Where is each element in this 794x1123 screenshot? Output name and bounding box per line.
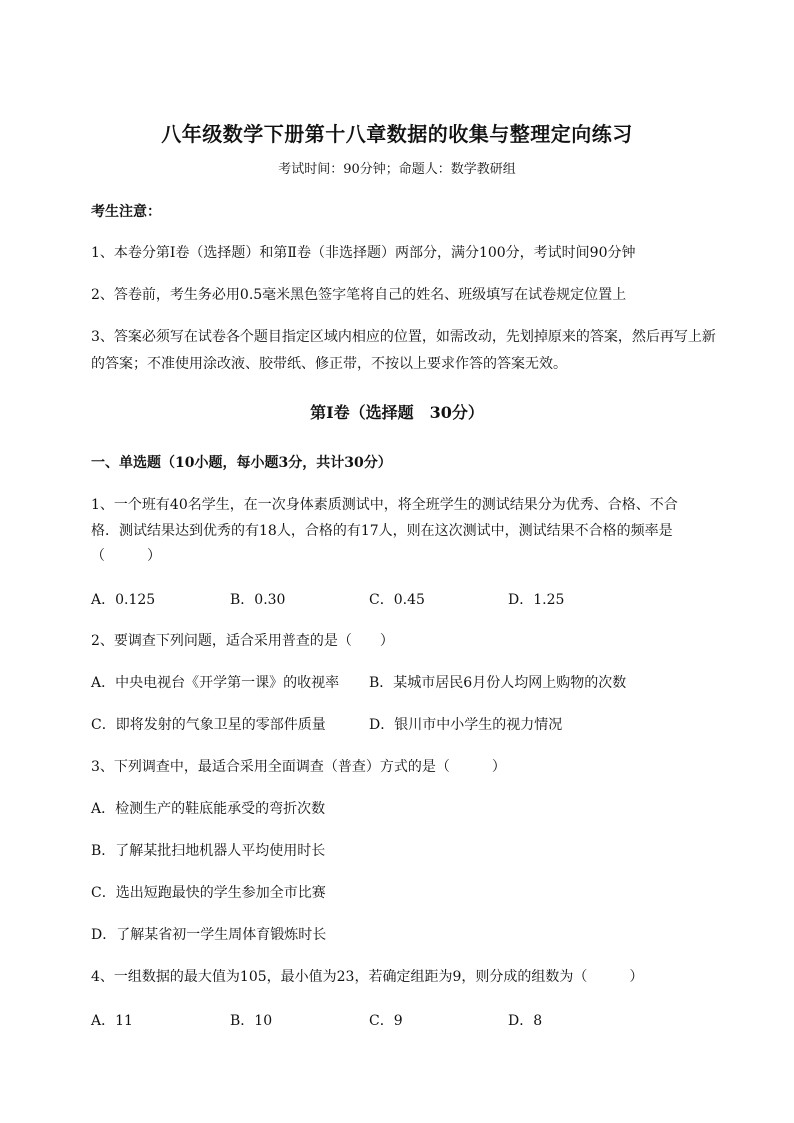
question-4-stem: 4、一组数据的最大值为105，最小值为23，若确定组距为9，则分成的组数为（ ）: [91, 969, 644, 985]
notice-item: 2、答卷前，考生务必用0.5毫米黑色签字笔将自己的姓名、班级填写在试卷规定位置上: [91, 287, 627, 303]
question-2-stem: 2、要调查下列问题，适合采用普查的是（ ）: [91, 633, 394, 649]
question-2-option-c: C．即将发射的气象卫星的零部件质量: [91, 717, 326, 733]
question-1-answer-blank: （ ）: [91, 548, 161, 564]
notice-heading: 考生注意：: [91, 204, 161, 220]
question-3-stem: 3、下列调查中，最适合采用全面调查（普查）方式的是（ ）: [91, 759, 506, 775]
exam-info: 考试时间：90分钟；命题人：数学教研组: [278, 162, 516, 177]
question-3-option-c: C．选出短跑最快的学生参加全市比赛: [91, 885, 326, 901]
question-3-option-d: D．了解某省初一学生周体育锻炼时长: [91, 927, 327, 943]
question-1-option-d: D．1.25: [508, 592, 565, 608]
question-1-option-c: C．0.45: [369, 592, 425, 608]
question-1-option-b: B．0.30: [230, 592, 286, 608]
question-3-option-a: A．检测生产的鞋底能承受的弯折次数: [91, 801, 326, 817]
part-heading: 一、单选题（10小题，每小题3分，共计30分）: [91, 455, 392, 471]
question-1-line: 1、一个班有40名学生，在一次身体素质测试中，将全班学生的测试结果分为优秀、合格、不合: [91, 497, 678, 513]
question-4-option-a: A．11: [91, 1013, 133, 1029]
question-2-option-d: D．银川市中小学生的视力情况: [369, 717, 563, 733]
question-1-option-a: A．0.125: [91, 592, 156, 608]
notice-item: 3、答案必须写在试卷各个题目指定区域内相应的位置，如需改动，先划掉原来的答案，然后再写上新: [91, 329, 716, 345]
question-2-option-b: B．某城市居民6月份人均网上购物的次数: [369, 675, 627, 691]
page-title: 八年级数学下册第十八章数据的收集与整理定向练习: [161, 122, 633, 146]
question-4-option-b: B．10: [230, 1013, 273, 1029]
question-1-line: 格．测试结果达到优秀的有18人，合格的有17人，则在这次测试中，测试结果不合格的频率是: [91, 523, 673, 539]
section-title: 第I卷（选择题 30分）: [310, 403, 484, 422]
notice-item: 的答案；不准使用涂改液、胶带纸、修正带，不按以上要求作答的答案无效。: [91, 356, 567, 372]
question-2-option-a: A．中央电视台《开学第一课》的收视率: [91, 675, 340, 691]
question-4-option-c: C．9: [369, 1013, 403, 1029]
question-4-option-d: D．8: [508, 1013, 543, 1029]
question-3-option-b: B．了解某批扫地机器人平均使用时长: [91, 843, 326, 859]
notice-item: 1、本卷分第I卷（选择题）和第Ⅱ卷（非选择题）两部分，满分100分，考试时间90分钟: [91, 245, 636, 261]
